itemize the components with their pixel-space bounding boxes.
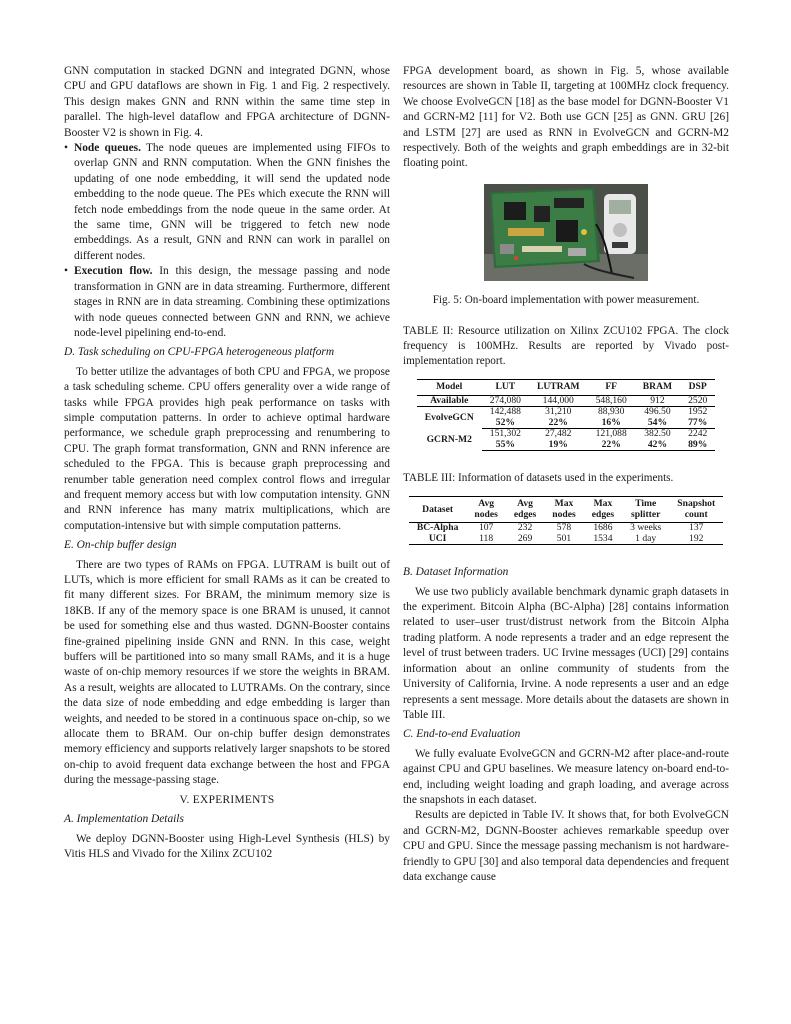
header-line: Avg (478, 498, 495, 510)
column-header: FF (588, 380, 635, 396)
column-header: DSP (680, 380, 715, 396)
section-c-paragraph: We fully evaluate EvolveGCN and GCRN-M2 after place-and-route against CPU and GPU baselines. We measure latency on-board end-to-end, including weight loading and graph loading, and average across the snapshots in each dataset. (403, 747, 729, 806)
column-header (466, 497, 505, 523)
table-cell: 274,080 (482, 395, 529, 407)
feature-list (64, 141, 390, 341)
resource-utilization-table (417, 379, 716, 451)
header-line: splitter (631, 508, 661, 520)
table-cell: 52% (482, 418, 529, 429)
header-line: count (684, 508, 708, 520)
section-v-heading: V. EXPERIMENTS (179, 793, 275, 806)
column-header: BRAM (635, 380, 680, 396)
table-cell: 192 (669, 534, 723, 545)
intro-paragraph: GNN computation in stacked DGNN and integrated DGNN, whose CPU and GPU dataflows are shown in Fig. 1 and Fig. 2 respectively. This design makes GNN and RNN within the same time step in parallel. The high-level dataflow and FPGA architecture of DGNN-Booster V2 is shown in Fig. 4. (64, 65, 390, 139)
header-line: Avg (517, 498, 533, 510)
table-cell: 3 weeks (630, 522, 662, 534)
table-cell: 88,930 (597, 406, 625, 418)
table-header-row (409, 497, 723, 523)
section-a-paragraph: We deploy DGNN-Booster using High-Level Synthesis (HLS) by Vitis HLS and Vivado for the Xilinx ZCU102 (64, 832, 390, 860)
table-cell: 496.50 (644, 406, 671, 418)
table-cell: 144,000 (529, 395, 588, 407)
header-line: Snapshot (677, 498, 716, 510)
table-2-caption: TABLE II: Resource utilization on Xilinx ZCU102 FPGA. The clock frequency is 100MHz. Results are reported by Vivado post-implementation report. (403, 325, 729, 368)
table-cell: 22% (529, 418, 588, 429)
section-c-paragraph: Results are depicted in Table IV. It shows that, for both EvolveGCN and GCRN-M2, DGNN-Booster achieves remarkable speedup over CPU and GPU. Since the message passing mechanism is not hardware-friendly to GPU [30] and also temporal data dependencies and frequent data exchange cause (403, 809, 729, 883)
table-cell: 501 (544, 534, 583, 545)
row-header: Available (417, 395, 482, 407)
table-cell: 2520 (680, 395, 715, 407)
table-cell: 548,160 (588, 395, 635, 407)
table-cell: 1534 (584, 534, 622, 545)
table-cell: 1 day (622, 534, 669, 545)
table-cell: 137 (689, 522, 704, 534)
table-cell: 54% (635, 418, 680, 429)
table-cell: 19% (529, 440, 588, 451)
header-line: Time (635, 498, 657, 510)
row-header: EvolveGCN (424, 411, 474, 423)
table-cell: 42% (635, 440, 680, 451)
table-cell: 16% (588, 418, 635, 429)
table-cell: 121,088 (595, 428, 627, 440)
list-item (74, 264, 390, 341)
fpga-board-photo (484, 184, 648, 281)
left-column (64, 64, 390, 862)
dataset-info-table (409, 496, 723, 545)
table-cell: 27,482 (545, 428, 572, 440)
column-header: Model (417, 380, 482, 396)
header-line: nodes (474, 508, 498, 520)
table-cell: 142,488 (489, 406, 521, 418)
bullet-title: Node queues. (74, 142, 141, 155)
table-cell: 1952 (688, 406, 708, 418)
section-e-heading: E. On-chip buffer design (64, 539, 177, 552)
column-header (506, 497, 544, 523)
list-item (74, 141, 390, 264)
row-header: BC-Alpha (416, 522, 459, 534)
section-a-heading: A. Implementation Details (64, 813, 184, 826)
section-d-paragraph: To better utilize the advantages of both CPU and FPGA, we propose a task scheduling scheme. CPU offers generality over a wide range of tasks while FPGA provides high peak performance on tasks with simple computation patterns. In order to achieve optimal hardware performance, we schedule graph preprocessing and renumbering to CPU. The graph format transformation, GNN and RNN inference are scheduled to the FPGA. This is because graph preprocessing and renumber table generation need complex control flows and irregular and frequent memory access but with low computation intensity. GNN and RNN inference has many matrix multiplications, which are computation-intensive but with simple computation patterns. (64, 365, 390, 532)
right-column (403, 64, 729, 885)
column-header (622, 497, 669, 523)
header-line: Max (593, 498, 613, 510)
table-cell: 31,210 (545, 406, 572, 418)
table-cell: 89% (680, 440, 715, 451)
table-header-row (417, 380, 716, 396)
header-line: nodes (552, 508, 576, 520)
section-e-paragraph: There are two types of RAMs on FPGA. LUTRAM is built out of LUTs, which is more efficient for small RAMs as it can be created to fit many different sizes. For BRAM, the minimum memory size is 18KB. If any of the memory space is one BRAM is unused, it cannot be used for something else and thus wasted. DGNN-Booster contains fine-grained pipelining inside GNN and RNN. In this case, weight buffers will be partitioned into so many small RAMs, and it is a huge waste of on-chip memory resources if we store the weights in BRAM. As a result, weights are allocated to LUTRAMs. On the contrary, since the data size of node embedding and edge embedding is larger than weights, and needed to be stored in a continuous space on-chip, so we allocate them to BRAM. Our on-chip buffer design demonstrates memory efficiency and supports relatively larger snapshots to be stored on-chip to avoid frequent data exchange between the host and FPGA during the message-passing stage. (64, 558, 390, 787)
section-d-heading: D. Task scheduling on CPU-FPGA heterogeneous platform (64, 346, 335, 359)
table-row (417, 395, 716, 407)
table-cell: 269 (506, 534, 544, 545)
row-header: UCI (409, 534, 467, 545)
table-cell: 107 (478, 522, 494, 534)
column-header (669, 497, 723, 523)
table-3-caption: TABLE III: Information of datasets used in the experiments. (403, 472, 674, 485)
column-header: LUTRAM (529, 380, 588, 396)
table-cell: 77% (680, 418, 715, 429)
continued-paragraph: FPGA development board, as shown in Fig. 5, whose available resources are shown in Table II, targeting at 100MHz clock frequency. We choose EvolveGCN [18] as the base model for DGNN-Booster V1 and GCRN-M2 [11] for V2. Both use GCN [25] as GNN. GRU [26] and LSTM [27] are used as RNN in EvolveGCN and GCRN-M2 respectively. Both of the weights and graph embeddings are in 32-bit floating point. (403, 65, 729, 170)
table-cell: 578 (556, 522, 572, 534)
column-header: LUT (482, 380, 529, 396)
table-cell: 232 (517, 522, 533, 534)
table-cell: 151,302 (489, 428, 521, 440)
column-header (584, 497, 622, 523)
row-header: GCRN-M2 (426, 433, 472, 445)
section-c-heading: C. End-to-end Evaluation (403, 728, 521, 741)
header-line: edges (591, 508, 615, 520)
bullet-text: The node queues are implemented using FIFOs to overlap GNN and RNN computation. When the GNN finishes the updating of one node embedding, it will send the updated node embedding to the node queue. The PEs which execute the RNN will fetch node embeddings from the node queue in the same order. At the same time, GNN will be triggered to fetch new node embeddings. As a result, GNN and RNN can work in parallel on different nodes. (74, 142, 391, 262)
table-cell: 912 (635, 395, 680, 407)
bullet-title: Execution flow. (74, 265, 153, 278)
header-line: edges (513, 508, 537, 520)
table-cell: 2242 (688, 428, 708, 440)
figure-5-caption: Fig. 5: On-board implementation with power measurement. (432, 293, 700, 306)
table-row (409, 534, 723, 545)
fpga-board-illustration (484, 184, 648, 281)
section-b-heading: B. Dataset Information (403, 566, 509, 579)
bullet-text: In this design, the message passing and node transformation in GNN are in data streaming. Furthermore, different stages in RNN are in data streaming. Combining these optimizations with node queues connected between GNN and RNN, we achieve node-level pipelining end-to-end. (74, 265, 390, 339)
table-cell: 22% (588, 440, 635, 451)
header-line: Max (554, 498, 574, 510)
table-cell: 118 (466, 534, 505, 545)
table-cell: 55% (482, 440, 529, 451)
section-b-paragraph: We use two publicly available benchmark dynamic graph datasets in the experiment. Bitcoin Alpha (BC-Alpha) [28] contains information related to user–user trust/distrust network from the Bitcoin Alpha trading platform. A node represents a trader and an edge represent the level of trust between traders. UC Irvine messages (UCI) [29] contains information about an online community of students from the University of California, Irvine. A node represents a user and an edge represents a sent message. More details about the datasets are shown in Table III. (403, 585, 729, 721)
table-cell: 382.50 (644, 428, 671, 440)
column-header: Dataset (409, 497, 467, 523)
table-cell: 1686 (593, 522, 613, 534)
column-header (544, 497, 583, 523)
